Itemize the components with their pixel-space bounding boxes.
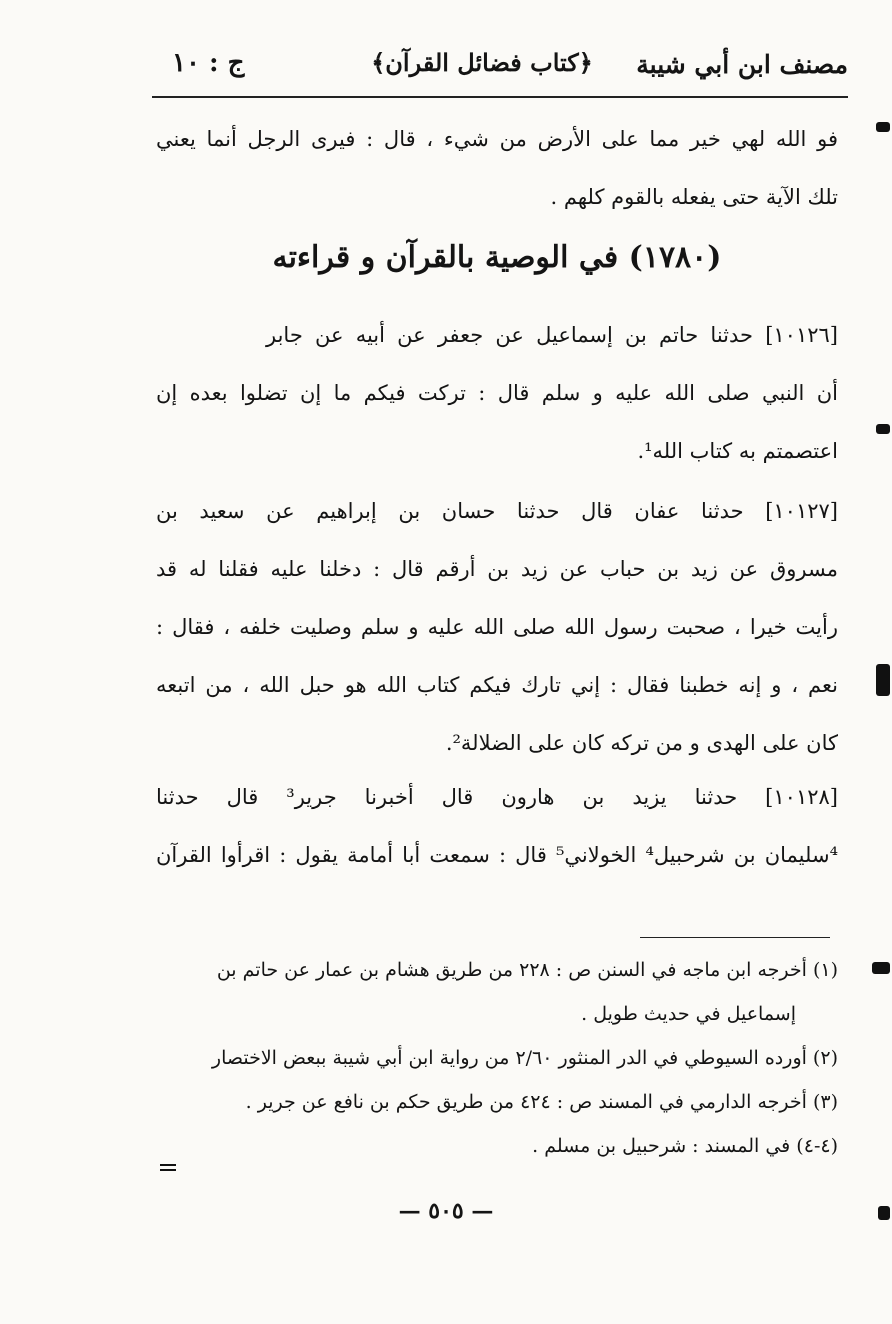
top-paragraph xyxy=(156,110,838,226)
hadith-line: رأيت خيرا ، صحبت رسول الله صلى الله عليه و سلم وصليت خلفه ، فقال : xyxy=(156,615,838,639)
hadith-line: [١٠١٢٨] حدثنا يزيد بن هارون قال أخبرنا جرير³ قال حدثنا xyxy=(156,785,838,809)
footnote-1: (١) أخرجه ابن ماجه في السنن ص : ٢٢٨ من طريق هشام بن عمار عن حاتم بن xyxy=(216,959,838,981)
footnote-1-continued: إسماعيل في حديث طويل . xyxy=(581,1003,796,1025)
section-title: (١٧٨٠) في الوصية بالقرآن و قراءته xyxy=(272,240,722,275)
book-title: مصنف ابن أبي شيبة xyxy=(636,50,848,79)
footnotes xyxy=(156,948,838,1168)
hadith-line: [١٠١٢٦] حدثنا حاتم بن إسماعيل عن جعفر عن أبيه عن جابر xyxy=(266,323,838,347)
header-rule xyxy=(152,96,848,98)
hadith-3 xyxy=(156,768,838,884)
running-header xyxy=(152,44,848,92)
scan-mark xyxy=(876,664,890,696)
scan-mark xyxy=(878,1206,890,1220)
hadith-line: أن النبي صلى الله عليه و سلم قال : تركت فيكم ما إن تضلوا بعده إن xyxy=(156,381,838,405)
hadith-line: نعم ، و إنه خطبنا فقال : إني تارك فيكم كتاب الله هو حبل الله ، من اتبعه xyxy=(156,673,838,697)
hadith-line: اعتصمتم به كتاب الله¹. xyxy=(637,439,838,463)
hadith-1 xyxy=(156,306,838,480)
paragraph-line: فو الله لهي خير مما على الأرض من شيء ، قال : فيرى الرجل أنما يعني xyxy=(156,127,838,151)
hadith-line: ⁴سليمان بن شرحبيل⁴ الخولاني⁵ قال : سمعت أبا أمامة يقول : اقرأوا القرآن xyxy=(156,843,838,867)
scan-mark xyxy=(876,424,890,434)
scan-mark xyxy=(872,962,890,974)
footnote-2: (٢) أورده السيوطي في الدر المنثور ٢/٦٠ من رواية ابن أبي شيبة ببعض الاختصار xyxy=(211,1047,838,1069)
footnote-rule xyxy=(640,937,830,938)
chapter-title: ﴿كتاب فضائل القرآن﴾ xyxy=(371,48,593,77)
footnote-3: (٣) أخرجه الدارمي في المسند ص : ٤٢٤ من طريق حكم بن نافع عن جرير . xyxy=(245,1091,838,1113)
hadith-2 xyxy=(156,482,838,772)
hadith-line: مسروق عن زيد بن حباب عن زيد بن أرقم قال : دخلنا عليه فقلنا له قد xyxy=(156,557,838,581)
hadith-line: كان على الهدى و من تركه كان على الضلالة². xyxy=(445,731,838,755)
page-number: — ٥٠٥ — xyxy=(398,1198,494,1224)
scan-mark xyxy=(160,1169,176,1171)
scan-mark xyxy=(876,122,890,132)
footnote-4: (٤-٤) في المسند : شرحبيل بن مسلم . xyxy=(532,1135,838,1157)
paragraph-line: تلك الآية حتى يفعله بالقوم كلهم . xyxy=(550,185,838,209)
volume-number: ج : ١٠ xyxy=(172,48,245,78)
scan-mark xyxy=(160,1164,176,1166)
hadith-line: [١٠١٢٧] حدثنا عفان قال حدثنا حسان بن إبراهيم عن سعيد بن xyxy=(156,499,838,523)
